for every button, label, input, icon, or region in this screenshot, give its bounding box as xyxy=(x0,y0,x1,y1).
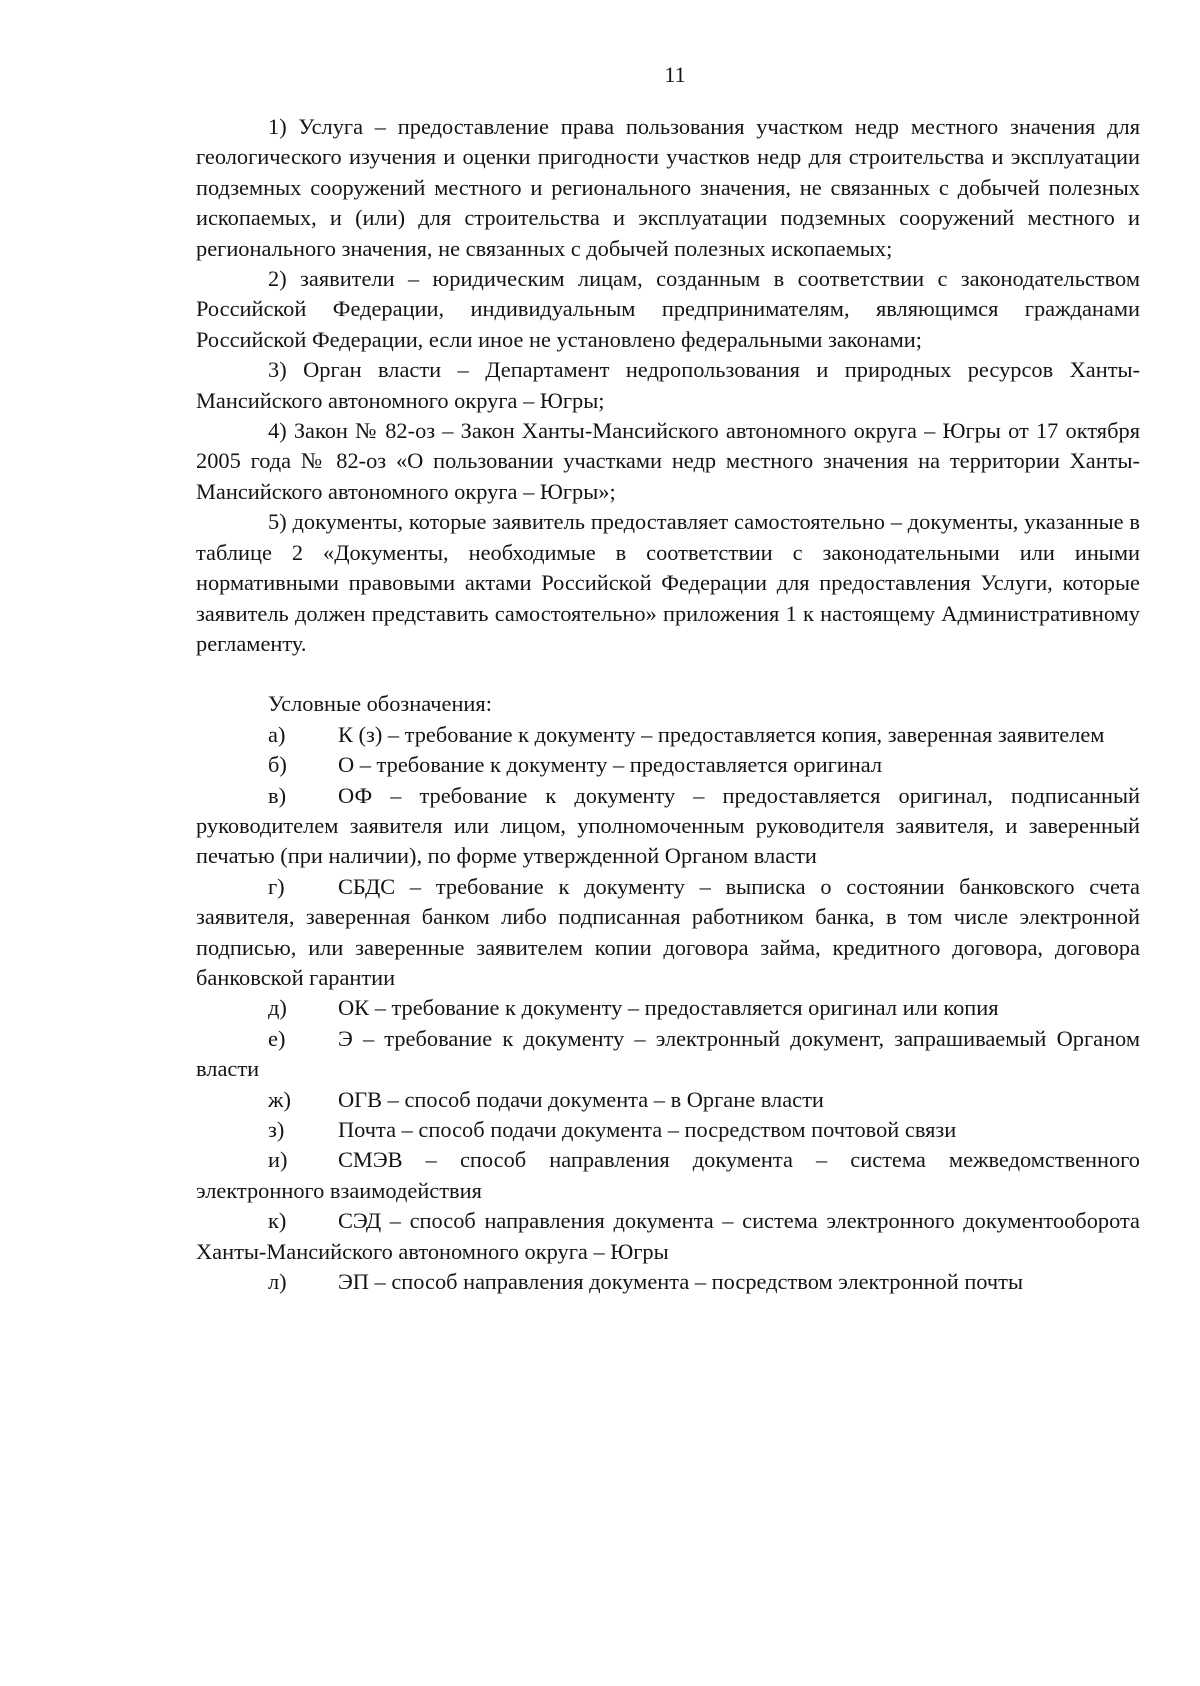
legend-item xyxy=(196,720,1140,750)
legend-item xyxy=(196,1145,1140,1206)
legend-letter: ж) xyxy=(268,1086,291,1112)
legend-letter: г) xyxy=(268,873,285,899)
legend-text: ОГВ – способ подачи документа – в Органе власти xyxy=(338,1086,824,1112)
definition-paragraph: 5) документы, которые заявитель предоставляет самостоятельно – документы, указанные в таблице 2 «Документы, необходимые в соответствии с законодательными или иными нормативными правовыми актами Российской Федерации для предоставления Услуги, которые заявитель должен представить самостоятельно» приложения 1 к настоящему Административному регламенту. xyxy=(196,509,1140,656)
definition-paragraph: 1) Услуга – предоставление права пользования участком недр местного значения для геологического изучения и оценки пригодности участков недр для строительства и эксплуатации подземных сооружений местного и регионального значения, не связанных с добычей полезных ископаемых, и (или) для строительства и эксплуатации подземных сооружений местного и регионального значения, не связанных с добычей полезных ископаемых; xyxy=(196,114,1140,261)
legend-letter: з) xyxy=(268,1117,285,1142)
legend-item xyxy=(196,993,1140,1023)
legend-item xyxy=(196,1206,1140,1267)
legend-heading: Условные обозначения: xyxy=(268,691,492,717)
definition-paragraph: 3) Орган власти – Департамент недропользования и природных ресурсов Ханты-Мансийского автономного округа – Югры; xyxy=(196,357,1140,413)
legend-item xyxy=(196,1115,1140,1145)
legend-item xyxy=(196,1024,1140,1085)
legend-text: К (з) – требование к документу – предоставляется копия, заверенная заявителем xyxy=(338,721,1105,747)
page-number: 11 xyxy=(664,62,686,87)
legend-letter: а) xyxy=(268,721,286,747)
legend-letter: е) xyxy=(268,1025,286,1051)
legend-letter: и) xyxy=(268,1147,288,1173)
legend-letter: д) xyxy=(268,995,287,1021)
legend-text: СМЭВ – способ направления документа – система межведомственного электронного взаимодействия xyxy=(196,1147,1140,1203)
legend-item xyxy=(196,750,1140,780)
document-body xyxy=(196,112,1140,1297)
legend-item xyxy=(196,781,1140,872)
legend-item xyxy=(196,1267,1140,1297)
definition-paragraph: 4) Закон № 82-оз – Закон Ханты-Мансийского автономного округа – Югры от 17 октября 2005 года № 82-оз «О пользовании участками недр местного значения на территории Ханты-Мансийского автономного округа – Югры»; xyxy=(196,418,1140,504)
legend-letter: л) xyxy=(268,1269,287,1295)
legend-letter: в) xyxy=(268,782,287,808)
legend-text: СЭД – способ направления документа – система электронного документооборота Ханты-Мансийского автономного округа – Югры xyxy=(196,1208,1140,1264)
legend-text: СБДС – требование к документу – выписка о состоянии банковского счета заявителя, заверенная банком либо подписанная работником банка, в том числе электронной подписью, или заверенные заявителем копии договора займа, кредитного договора, договора банковской гарантии xyxy=(196,873,1140,990)
legend-letter: к) xyxy=(268,1208,287,1234)
legend-text: Почта – способ подачи документа – посредством почтовой связи xyxy=(338,1117,957,1142)
legend-text: О – требование к документу – предоставляется оригинал xyxy=(338,752,883,778)
legend-item xyxy=(196,1085,1140,1115)
legend-text: ЭП – способ направления документа – посредством электронной почты xyxy=(338,1269,1024,1295)
legend-text: ОК – требование к документу – предоставляется оригинал или копия xyxy=(338,995,999,1021)
legend-text: Э – требование к документу – электронный документ, запрашиваемый Органом власти xyxy=(196,1025,1140,1082)
definition-paragraph: 2) заявители – юридическим лицам, созданным в соответствии с законодательством Российской Федерации, индивидуальным предпринимателям, являющимся гражданами Российской Федерации, если иное не установлено федеральными законами; xyxy=(196,266,1140,352)
legend-text: ОФ – требование к документу – предоставляется оригинал, подписанный руководителем заявителя или лицом, уполномоченным руководителя заявителя, и заверенный печатью (при наличии), по форме утвержденной Органом власти xyxy=(196,782,1140,869)
legend-item xyxy=(196,872,1140,994)
legend-letter: б) xyxy=(268,752,287,778)
